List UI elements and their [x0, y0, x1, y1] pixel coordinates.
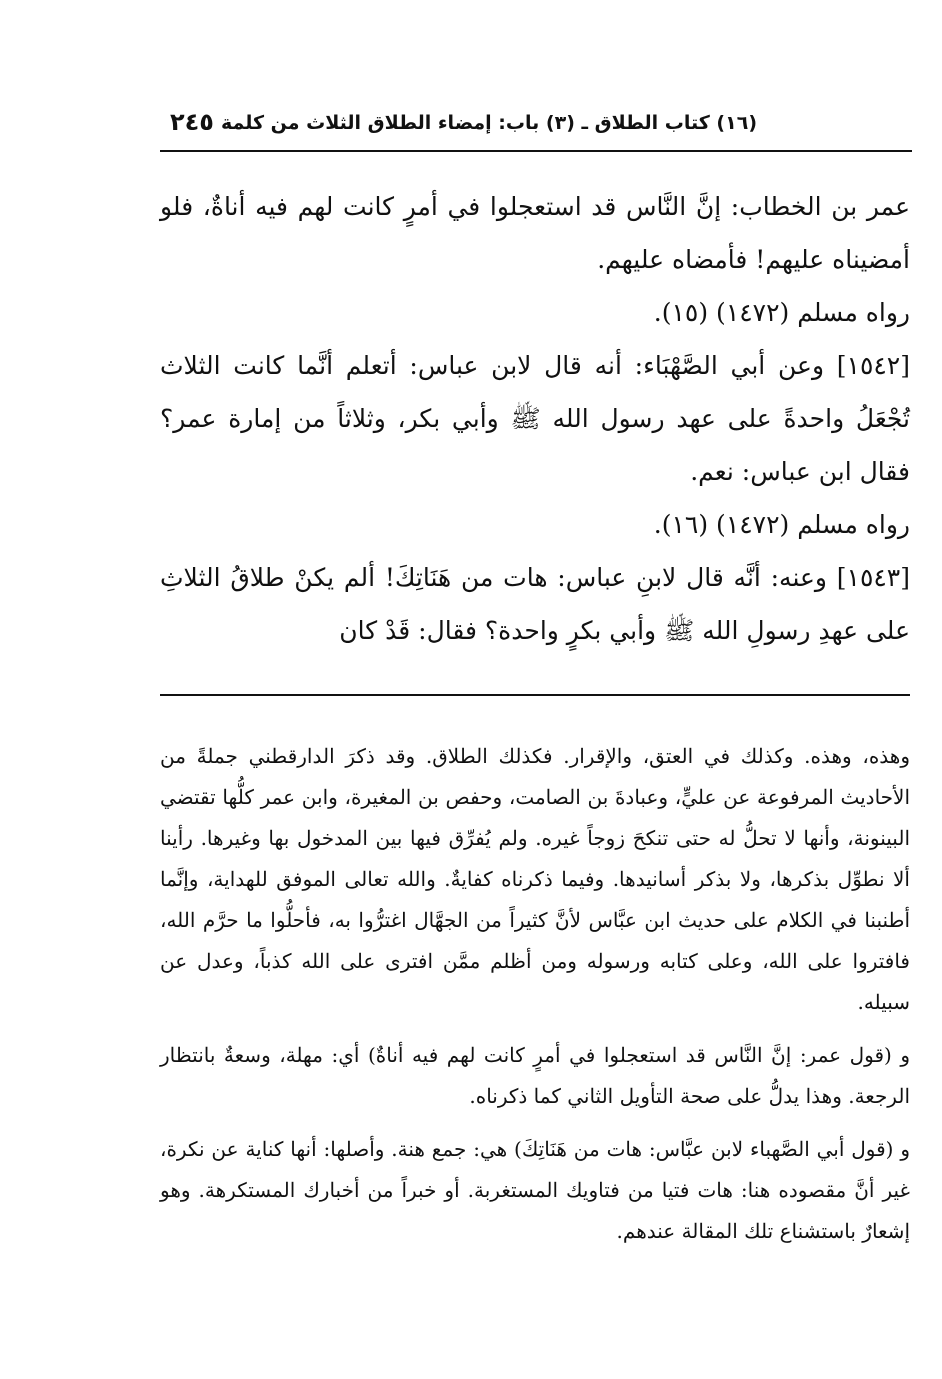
commentary-paragraph: و (قول أبي الصَّهباء لابن عبَّاس: هات من هَنَاتِكَ) هي: جمع هنة. وأصلها: أنها كناية عن نكرة، غير أنَّ مقصوده هنا: هات فتيا من فتاويك المستغربة. أو خبراً من أخبارك المستكرهة. وهو إشعارٌ باستشناع تلك المقالة عندهم.: [160, 1137, 910, 1243]
running-title: (١٦) كتاب الطلاق ـ (٣) باب: إمضاء الطلاق الثلاث من كلمة: [220, 112, 757, 134]
hadith-continuation: عمر بن الخطاب: إنَّ النَّاس قد استعجلوا في أمرٍ كانت لهم فيه أناةٌ، فلو أمضيناه عليهم! فأمضاه عليهم.: [160, 192, 910, 274]
commentary-paragraph: و (قول عمر: إنَّ النَّاس قد استعجلوا في أمرٍ كانت لهم فيه أناةٌ) أي: مهلة، وسعةٌ بانتظار الرجعة. وهذا يدلُّ على صحة التأويل الثاني كما ذكرناه.: [160, 1043, 910, 1108]
running-header: [160, 108, 912, 148]
hadith-source: رواه مسلم (١٤٧٢) (١٥).: [653, 298, 910, 327]
commentary-text: [160, 736, 910, 1252]
footnote-rule: [160, 694, 910, 696]
page-number: ٢٤٥: [170, 108, 214, 136]
hadith-source: رواه مسلم (١٤٧٢) (١٦).: [653, 510, 910, 539]
main-text: [160, 180, 910, 657]
hadith-1542: [١٥٤٢] وعن أبي الصَّهْبَاء: أنه قال لابن عباس: أتعلم أنَّما كانت الثلاث تُجْعَلُ واحدةً على عهد رسول الله ﷺ وأبي بكر، وثلاثاً من إمارة عمر؟ فقال ابن عباس: نعم.: [160, 351, 910, 486]
commentary-paragraph: وهذه، وهذه. وكذلك في العتق، والإقرار. فكذلك الطلاق. وقد ذكرَ الدارقطني جملةً من الأحاديث المرفوعة عن عليٍّ، وعبادةَ بن الصامت، وحفص بن المغيرة، وابن عمر كلُّها تقتضي البينونة، وأنها لا تحلُّ له حتى تنكحَ زوجاً غيره. ولم يُفرِّق فيها بين المدخول بها وغيرها. رأينا ألا نطوِّل بذكرها، ولا بذكر أسانيدها. وفيما ذكرناه كفايةٌ. والله تعالى الموفق للهداية، وإنَّما أطنبنا في الكلام على حديث ابن عبَّاس لأنَّ كثيراً من الجهَّال اغترُّوا به، فأحلُّوا ما حرَّم الله، فافتروا على الله، وعلى كتابه ورسوله ومن أظلم ممَّن افترى على الله كذباً، وعدل عن سبيله.: [160, 744, 911, 1014]
hadith-1543: [١٥٤٣] وعنه: أنَّه قال لابنِ عباس: هات من هَنَاتِكَ! ألم يكنْ طلاقُ الثلاثِ على عهدِ رسولِ الله ﷺ وأبي بكرٍ واحدة؟ فقال: قَدْ كان: [160, 563, 910, 645]
header-rule: [160, 150, 912, 152]
